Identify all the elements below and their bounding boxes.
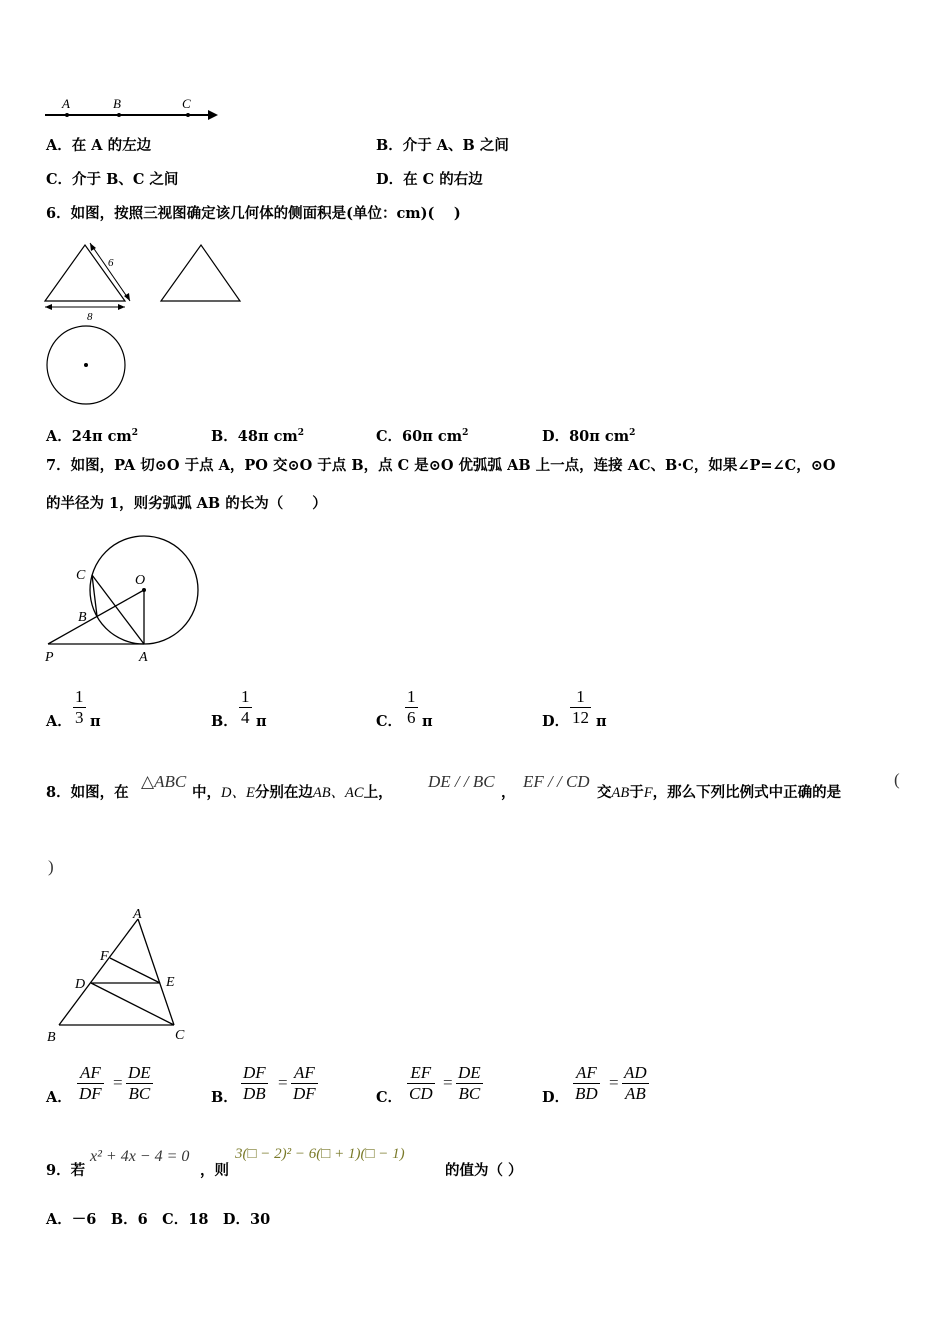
q9-mid: ，则 bbox=[200, 1162, 229, 1179]
q9-suffix: 的值为（ ） bbox=[445, 1162, 523, 1179]
label-b: B bbox=[78, 610, 87, 625]
q7-option-c-label[interactable]: C． bbox=[376, 713, 403, 730]
label-a: A bbox=[139, 650, 148, 665]
q6-option-d[interactable]: D．80π $cm^2$ bbox=[542, 427, 636, 445]
point-o-dot bbox=[142, 588, 146, 592]
q8-option-a-frac2: $\frac{DE}{BC}$ bbox=[128, 1063, 151, 1103]
q6-option-a[interactable]: A．24π $cm^2$ bbox=[46, 427, 139, 445]
side-view-triangle bbox=[161, 245, 240, 301]
q9-options[interactable]: A．－6 B．6 C．18 D．30 bbox=[46, 1211, 271, 1228]
q5-option-a[interactable]: A．在 A 的左边 bbox=[46, 137, 152, 154]
q7-option-a-fraction: $\frac{1}{3}$ bbox=[75, 687, 84, 727]
q8-stem-suffix: 交AB于F，那么下列比例式中正确的是 bbox=[597, 784, 842, 801]
q6-option-b[interactable]: B．48π $cm^2$ bbox=[211, 427, 305, 445]
q6-option-c[interactable]: C．60π $cm^2$ bbox=[376, 427, 469, 445]
number-line-arrow-icon bbox=[208, 110, 218, 120]
q5-option-d[interactable]: D．在 C 的右边 bbox=[376, 171, 483, 188]
q8-option-b-frac1: $\frac{DF}{DB}$ bbox=[243, 1063, 266, 1103]
front-view-triangle bbox=[45, 245, 125, 301]
q8-option-c-frac2: $\frac{DE}{BC}$ bbox=[458, 1063, 481, 1103]
q8-option-c-label[interactable]: C． bbox=[376, 1089, 403, 1106]
q8-option-c-eq: = bbox=[443, 1073, 453, 1092]
slant-length-label: 6 bbox=[108, 257, 114, 269]
base-length-label: 8 bbox=[87, 311, 93, 323]
q8-paren-open: ( bbox=[894, 770, 900, 789]
q7-option-b-label[interactable]: B． bbox=[211, 713, 238, 730]
label-d: D bbox=[75, 977, 86, 992]
q8-option-b-eq: = bbox=[278, 1073, 288, 1092]
q8-paren-close: ) bbox=[48, 857, 54, 876]
label-o: O bbox=[135, 573, 146, 588]
q7-option-d-pi: π bbox=[596, 713, 607, 730]
three-view-figure bbox=[40, 238, 250, 408]
q7-option-c-fraction: $\frac{1}{6}$ bbox=[407, 687, 416, 727]
q8-option-b-frac2: $\frac{AF}{DF}$ bbox=[293, 1063, 316, 1103]
label-b: B bbox=[47, 1030, 56, 1045]
label-c: C bbox=[182, 96, 191, 111]
label-e: E bbox=[166, 975, 175, 990]
q7-stem-line1: 7．如图，PA 切⊙O 于点 A，PO 交⊙O 于点 B，点 C 是⊙O 优弧弧 AB 上一点，连接 AC、B·C，如果∠P=∠C，⊙O bbox=[46, 457, 836, 474]
q8-stem-mid: 中，D、E分别在边AB、AC上， bbox=[192, 784, 393, 801]
q7-option-b-pi: π bbox=[256, 713, 267, 730]
label-f: F bbox=[100, 949, 109, 964]
q7-option-a-pi: π bbox=[90, 713, 101, 730]
base-arrow-left-icon bbox=[45, 304, 52, 310]
q7-option-d-fraction: $\frac{1}{12}$ bbox=[572, 687, 589, 727]
tangent-circle-figure bbox=[44, 535, 209, 667]
q8-stem-prefix: 8．如图，在 bbox=[46, 784, 129, 801]
point-b-dot bbox=[117, 113, 121, 117]
q9-equation: x² + 4x − 4 = 0 bbox=[90, 1148, 190, 1165]
q8-option-a-label[interactable]: A． bbox=[46, 1089, 72, 1106]
q8-option-d-frac2: $\frac{AD}{AB}$ bbox=[624, 1063, 647, 1103]
q8-option-b-label[interactable]: B． bbox=[211, 1089, 238, 1106]
q8-option-a-eq: = bbox=[113, 1073, 123, 1092]
q9-prefix: 9．若 bbox=[46, 1162, 86, 1179]
q7-option-a-label[interactable]: A． bbox=[46, 713, 72, 730]
label-b: B bbox=[113, 96, 121, 111]
q8-option-d-label[interactable]: D． bbox=[542, 1089, 570, 1106]
segment-po bbox=[48, 590, 144, 644]
q8-option-c-frac1: $\frac{EF}{CD}$ bbox=[409, 1063, 433, 1103]
q5-option-c[interactable]: C．介于 B、C 之间 bbox=[46, 171, 179, 188]
label-a: A bbox=[62, 96, 70, 111]
slant-dimension-line bbox=[90, 243, 130, 301]
q8-condition-de-parallel-bc: DE / / BC bbox=[428, 772, 495, 791]
q7-option-d-label[interactable]: D． bbox=[542, 713, 570, 730]
q9-expression: 3(□ − 2)² − 6(□ + 1)(□ − 1) bbox=[235, 1146, 405, 1162]
q6-stem: 6．如图，按照三视图确定该几何体的侧面积是(单位：cm)( ) bbox=[46, 205, 461, 222]
top-view-center-dot bbox=[84, 363, 88, 367]
q8-option-d-frac1: $\frac{AF}{BD}$ bbox=[575, 1063, 598, 1103]
base-arrow-right-icon bbox=[118, 304, 125, 310]
point-a-dot bbox=[65, 113, 69, 117]
label-c: C bbox=[76, 568, 86, 583]
q8-option-d-eq: = bbox=[609, 1073, 619, 1092]
q8-option-a-frac1: $\frac{AF}{DF}$ bbox=[79, 1063, 102, 1103]
segment-ab bbox=[59, 919, 138, 1025]
q7-option-b-fraction: $\frac{1}{4}$ bbox=[241, 687, 250, 727]
q7-option-c-pi: π bbox=[422, 713, 433, 730]
number-line-figure bbox=[40, 95, 220, 125]
label-p: P bbox=[45, 650, 54, 665]
q7-stem-line2: 的半径为 1，则劣弧弧 AB 的长为（ ） bbox=[46, 495, 327, 512]
q8-triangle-abc: △ABC bbox=[141, 772, 187, 791]
q5-option-b[interactable]: B．介于 A、B 之间 bbox=[376, 137, 509, 154]
point-c-dot bbox=[186, 113, 190, 117]
label-a: A bbox=[133, 907, 142, 922]
label-c: C bbox=[175, 1028, 185, 1043]
q8-comma: ， bbox=[501, 784, 516, 801]
q8-condition-ef-parallel-cd: EF / / CD bbox=[523, 772, 590, 791]
triangle-abc-figure bbox=[44, 905, 194, 1045]
